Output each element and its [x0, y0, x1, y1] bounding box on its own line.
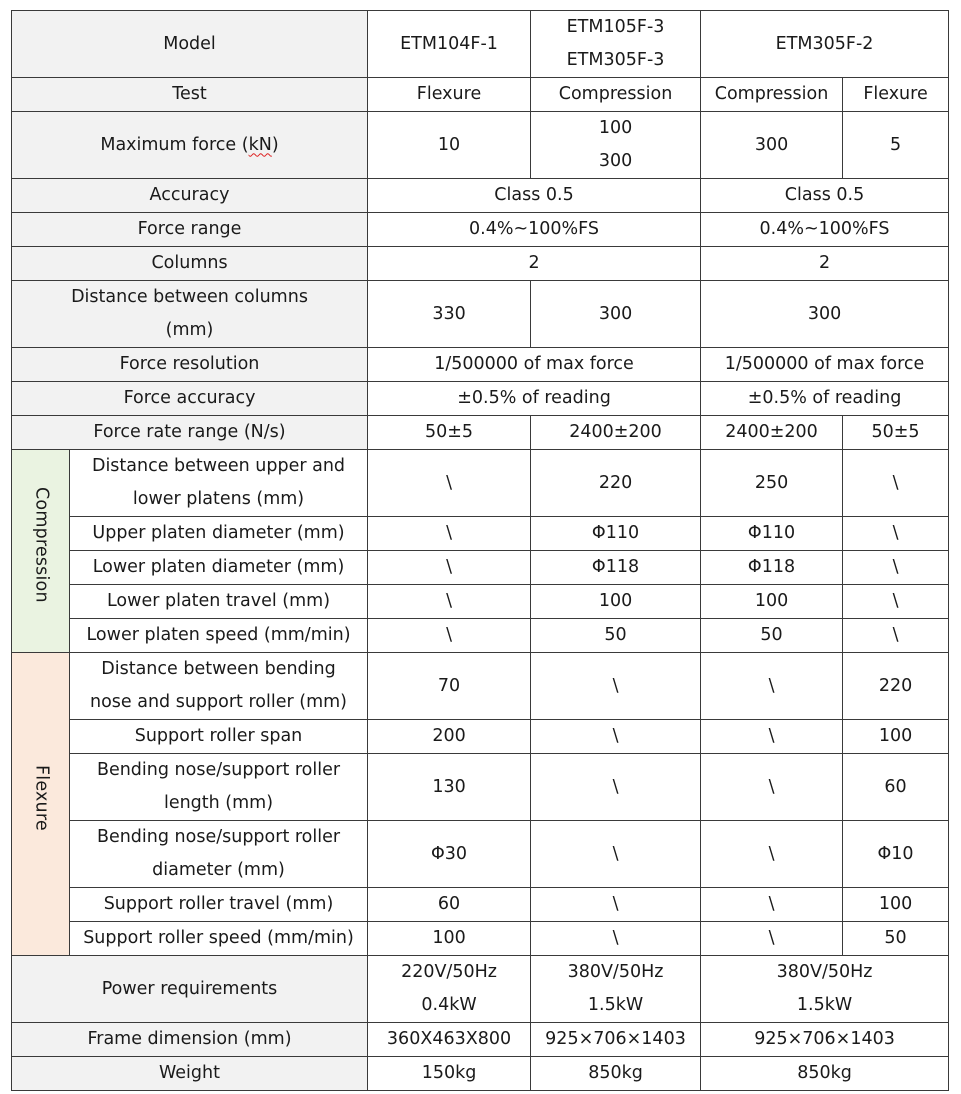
max-force-c2a: 100 — [598, 118, 633, 138]
force-rate-label: Force rate range (N/s) — [12, 416, 368, 450]
comp-lower-speed-c4: \ — [843, 619, 949, 653]
row-force-accuracy — [12, 382, 949, 416]
force-accuracy-b: ±0.5% of reading — [701, 382, 949, 416]
force-resolution-b: 1/500000 of max force — [701, 348, 949, 382]
comp-distance-label — [70, 450, 368, 517]
max-force-label-unit: kN — [248, 134, 272, 155]
row-comp-lower-diameter — [12, 551, 949, 585]
power-c3-power: 1.5kW — [796, 995, 853, 1015]
flex-diameter-c2: \ — [531, 821, 701, 888]
frame-label: Frame dimension (mm) — [12, 1023, 368, 1057]
power-c2-voltage: 380V/50Hz — [567, 962, 664, 982]
flex-length-c4: 60 — [843, 754, 949, 821]
comp-lower-speed-c1: \ — [368, 619, 531, 653]
accuracy-a: Class 0.5 — [368, 179, 701, 213]
row-flex-diameter — [12, 821, 949, 888]
compression-group-text: Compression — [31, 487, 52, 603]
accuracy-label: Accuracy — [12, 179, 368, 213]
power-label: Power requirements — [12, 956, 368, 1023]
flex-span-c2: \ — [531, 720, 701, 754]
distance-columns-label-1: Distance between columns — [71, 287, 308, 307]
row-comp-lower-travel — [12, 585, 949, 619]
weight-c2: 850kg — [531, 1057, 701, 1091]
flex-span-c4: 100 — [843, 720, 949, 754]
model-etm305f-3: ETM305F-3 — [566, 50, 665, 70]
comp-distance-c2: 220 — [531, 450, 701, 517]
row-test — [12, 78, 949, 112]
comp-lower-travel-c1: \ — [368, 585, 531, 619]
max-force-c2b: 300 — [598, 151, 633, 171]
comp-lower-diameter-c1: \ — [368, 551, 531, 585]
flex-speed-c3: \ — [701, 922, 843, 956]
frame-c3: 925×706×1403 — [701, 1023, 949, 1057]
force-resolution-label: Force resolution — [12, 348, 368, 382]
flex-distance-c1: 70 — [368, 653, 531, 720]
max-force-label-post: ) — [271, 134, 279, 155]
comp-lower-diameter-c4: \ — [843, 551, 949, 585]
flex-length-label-2: length (mm) — [163, 793, 274, 813]
columns-label: Columns — [12, 247, 368, 281]
force-range-label: Force range — [12, 213, 368, 247]
force-range-a: 0.4%~100%FS — [368, 213, 701, 247]
distance-columns-c3: 300 — [701, 281, 949, 348]
power-c1-voltage: 220V/50Hz — [401, 962, 497, 982]
frame-c2: 925×706×1403 — [531, 1023, 701, 1057]
row-power — [12, 956, 949, 1023]
flex-length-c1: 130 — [368, 754, 531, 821]
flex-span-c3: \ — [701, 720, 843, 754]
row-frame — [12, 1023, 949, 1057]
comp-upper-diameter-label: Upper platen diameter (mm) — [70, 517, 368, 551]
frame-c1: 360X463X800 — [368, 1023, 531, 1057]
force-rate-c3: 2400±200 — [701, 416, 843, 450]
flex-length-label-1: Bending nose/support roller — [96, 760, 341, 780]
flex-distance-c4: 220 — [843, 653, 949, 720]
flex-speed-c2: \ — [531, 922, 701, 956]
comp-lower-speed-c2: 50 — [531, 619, 701, 653]
comp-lower-diameter-c3: Φ118 — [701, 551, 843, 585]
distance-columns-label — [12, 281, 368, 348]
spec-table — [11, 10, 949, 1091]
row-force-rate — [12, 416, 949, 450]
comp-lower-speed-label: Lower platen speed (mm/min) — [70, 619, 368, 653]
test-c2: Compression — [531, 78, 701, 112]
comp-upper-diameter-c3: Φ110 — [701, 517, 843, 551]
flex-speed-c1: 100 — [368, 922, 531, 956]
flex-diameter-c1: Φ30 — [368, 821, 531, 888]
max-force-label-pre: Maximum force ( — [100, 134, 249, 155]
accuracy-b: Class 0.5 — [701, 179, 949, 213]
comp-lower-speed-c3: 50 — [701, 619, 843, 653]
flex-speed-label: Support roller speed (mm/min) — [70, 922, 368, 956]
force-accuracy-a: ±0.5% of reading — [368, 382, 701, 416]
comp-upper-diameter-c1: \ — [368, 517, 531, 551]
comp-lower-travel-label: Lower platen travel (mm) — [70, 585, 368, 619]
comp-upper-diameter-c4: \ — [843, 517, 949, 551]
row-flex-speed — [12, 922, 949, 956]
flex-diameter-c3: \ — [701, 821, 843, 888]
weight-c3: 850kg — [701, 1057, 949, 1091]
flexure-group-text: Flexure — [31, 765, 52, 831]
distance-columns-c2: 300 — [531, 281, 701, 348]
row-flex-travel — [12, 888, 949, 922]
flex-distance-label — [70, 653, 368, 720]
flex-distance-label-2: nose and support roller (mm) — [90, 692, 347, 712]
flex-diameter-c4: Φ10 — [843, 821, 949, 888]
force-range-b: 0.4%~100%FS — [701, 213, 949, 247]
row-weight — [12, 1057, 949, 1091]
flex-distance-label-1: Distance between bending — [101, 659, 336, 679]
row-model — [12, 11, 949, 78]
flex-travel-c3: \ — [701, 888, 843, 922]
flex-travel-c4: 100 — [843, 888, 949, 922]
row-columns — [12, 247, 949, 281]
row-flex-span — [12, 720, 949, 754]
flex-travel-c1: 60 — [368, 888, 531, 922]
power-c1 — [368, 956, 531, 1023]
flex-length-c2: \ — [531, 754, 701, 821]
comp-distance-c3: 250 — [701, 450, 843, 517]
flex-travel-label: Support roller travel (mm) — [70, 888, 368, 922]
flex-speed-c4: 50 — [843, 922, 949, 956]
max-force-label — [12, 112, 368, 179]
flex-length-c3: \ — [701, 754, 843, 821]
comp-upper-diameter-c2: Φ110 — [531, 517, 701, 551]
distance-columns-label-2: (mm) — [165, 320, 214, 340]
comp-lower-travel-c2: 100 — [531, 585, 701, 619]
flex-travel-c2: \ — [531, 888, 701, 922]
comp-lower-travel-c3: 100 — [701, 585, 843, 619]
force-rate-c2: 2400±200 — [531, 416, 701, 450]
model-etm305f-2: ETM305F-2 — [701, 11, 949, 78]
force-rate-c4: 50±5 — [843, 416, 949, 450]
comp-distance-label-1: Distance between upper and — [91, 456, 346, 476]
flexure-group-label — [12, 653, 70, 956]
max-force-c2 — [531, 112, 701, 179]
row-distance-columns — [12, 281, 949, 348]
row-comp-distance — [12, 450, 949, 517]
power-c3 — [701, 956, 949, 1023]
weight-label: Weight — [12, 1057, 368, 1091]
model-label: Model — [12, 11, 368, 78]
weight-c1: 150kg — [368, 1057, 531, 1091]
comp-distance-label-2: lower platens (mm) — [132, 489, 305, 509]
flex-distance-c2: \ — [531, 653, 701, 720]
test-c4: Flexure — [843, 78, 949, 112]
max-force-c4: 5 — [843, 112, 949, 179]
force-accuracy-label: Force accuracy — [12, 382, 368, 416]
flex-span-c1: 200 — [368, 720, 531, 754]
columns-b: 2 — [701, 247, 949, 281]
flex-diameter-label-1: Bending nose/support roller — [96, 827, 341, 847]
model-etm105f-3: ETM105F-3 — [566, 17, 665, 37]
max-force-c1: 10 — [368, 112, 531, 179]
flex-diameter-label-2: diameter (mm) — [152, 860, 285, 880]
force-rate-c1: 50±5 — [368, 416, 531, 450]
row-comp-upper-diameter — [12, 517, 949, 551]
power-c2 — [531, 956, 701, 1023]
row-flex-length — [12, 754, 949, 821]
model-etm104f-1: ETM104F-1 — [368, 11, 531, 78]
flex-span-label: Support roller span — [70, 720, 368, 754]
compression-group-label — [12, 450, 70, 653]
test-c3: Compression — [701, 78, 843, 112]
row-flex-distance — [12, 653, 949, 720]
flex-diameter-label — [70, 821, 368, 888]
force-resolution-a: 1/500000 of max force — [368, 348, 701, 382]
comp-lower-travel-c4: \ — [843, 585, 949, 619]
row-force-range — [12, 213, 949, 247]
max-force-c3: 300 — [701, 112, 843, 179]
test-c1: Flexure — [368, 78, 531, 112]
row-comp-lower-speed — [12, 619, 949, 653]
distance-columns-c1: 330 — [368, 281, 531, 348]
comp-distance-c4: \ — [843, 450, 949, 517]
columns-a: 2 — [368, 247, 701, 281]
model-etm105f-305f-3 — [531, 11, 701, 78]
row-max-force — [12, 112, 949, 179]
row-accuracy — [12, 179, 949, 213]
power-c1-power: 0.4kW — [421, 995, 477, 1015]
test-label: Test — [12, 78, 368, 112]
comp-distance-c1: \ — [368, 450, 531, 517]
comp-lower-diameter-c2: Φ118 — [531, 551, 701, 585]
flex-distance-c3: \ — [701, 653, 843, 720]
power-c2-power: 1.5kW — [587, 995, 644, 1015]
power-c3-voltage: 380V/50Hz — [776, 962, 873, 982]
flex-length-label — [70, 754, 368, 821]
row-force-resolution — [12, 348, 949, 382]
comp-lower-diameter-label: Lower platen diameter (mm) — [70, 551, 368, 585]
